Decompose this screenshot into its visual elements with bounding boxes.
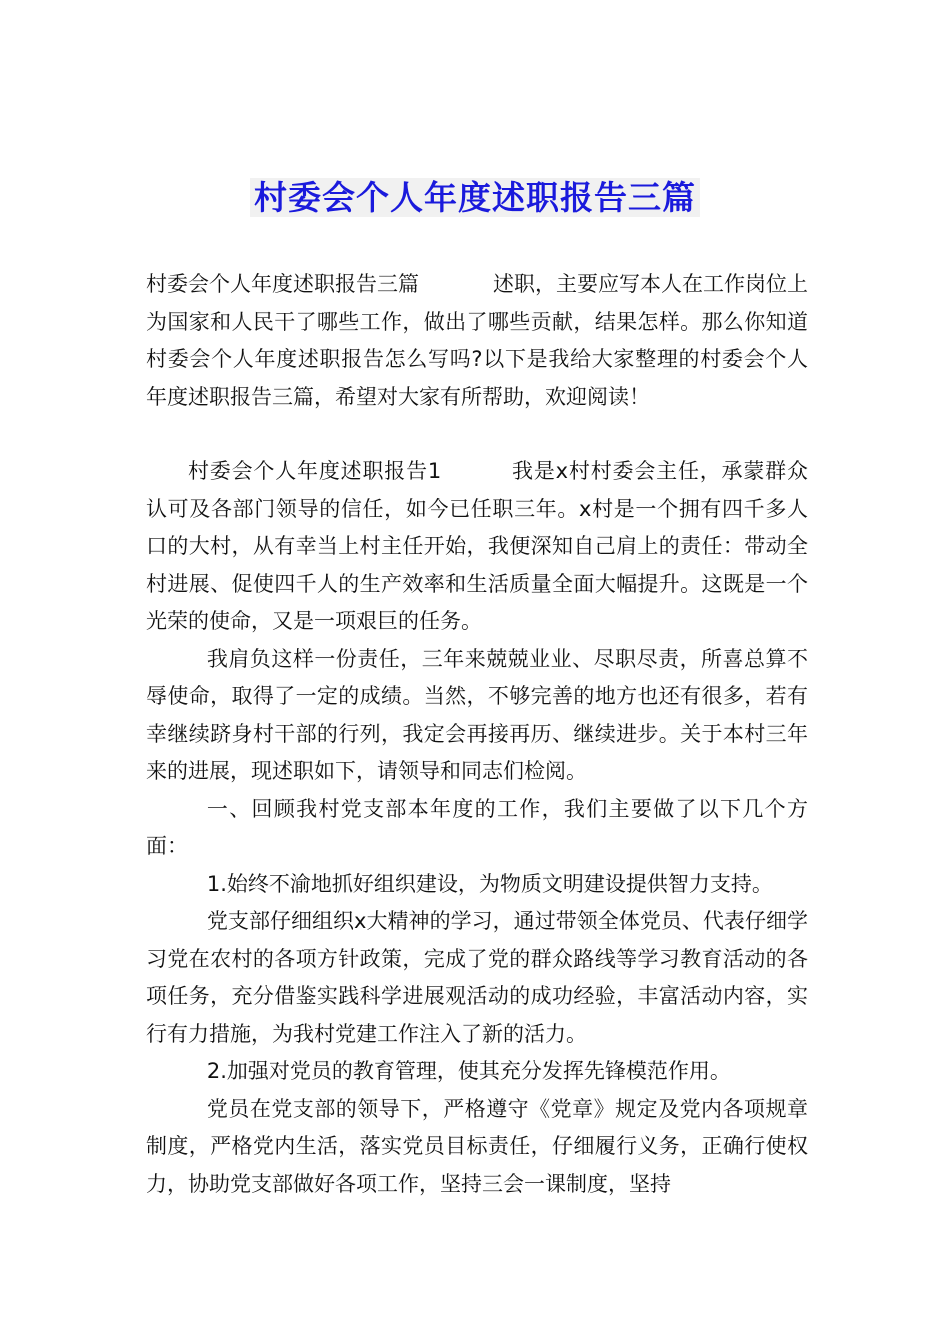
report1-text: 我是x村村委会主任，承蒙群众认可及各部门领导的信任，如今已任职三年。x村是一个拥有四千多人口的大村，从有幸当上村主任开始，我便深知自己肩上的责任：带动全村进展、促使四千人的生产效率和生活质量全面大幅提升。这既是一个光荣的使命，又是一项艰巨的任务。 bbox=[146, 459, 808, 633]
item-1-paragraph: 党支部仔细组织x大精神的学习，通过带领全体党员、代表仔细学习党在农村的各项方针政策，完成了党的群众路线等学习教育活动的各项任务，充分借鉴实践科学进展观活动的成功经验，丰富活动内容，实行有力措施，为我村党建工作注入了新的活力。 bbox=[146, 909, 808, 1046]
item-2-paragraph: 党员在党支部的领导下，严格遵守《党章》规定及党内各项规章制度，严格党内生活，落实党员目标责任，仔细履行义务，正确行使权力，协助党支部做好各项工作，坚持三会一课制度，坚持 bbox=[146, 1096, 808, 1196]
document-body bbox=[146, 266, 808, 1203]
report1-paragraph bbox=[146, 453, 808, 641]
paragraph-gap bbox=[146, 416, 808, 453]
paragraph-2: 我肩负这样一份责任，三年来兢兢业业、尽职尽责，所喜总算不辱使命，取得了一定的成绩。当然，不够完善的地方也还有很多，若有幸继续跻身村干部的行列，我定会再接再历、继续进步。关于本村三年来的进展，现述职如下，请领导和同志们检阅。 bbox=[146, 646, 808, 783]
document-title-text: 村委会个人年度述职报告三篇 bbox=[250, 178, 700, 217]
intro-text: 述职，主要应写本人在工作岗位上为国家和人民干了哪些工作，做出了哪些贡献，结果怎样。那么你知道村委会个人年度述职报告怎么写吗?以下是我给大家整理的村委会个人年度述职报告三篇，希望对大家有所帮助，欢迎阅读！ bbox=[146, 272, 808, 409]
intro-heading: 村委会个人年度述职报告三篇 bbox=[146, 272, 419, 296]
section-1-heading: 一、回顾我村党支部本年度的工作，我们主要做了以下几个方面： bbox=[146, 796, 808, 858]
item-1-heading: 1.始终不渝地抓好组织建设，为物质文明建设提供智力支持。 bbox=[206, 871, 773, 896]
report1-heading: 村委会个人年度述职报告1 bbox=[188, 459, 442, 483]
item-2-heading: 2.加强对党员的教育管理，使其充分发挥先锋模范作用。 bbox=[206, 1059, 731, 1083]
document-title bbox=[0, 174, 950, 222]
intro-paragraph bbox=[146, 266, 808, 416]
